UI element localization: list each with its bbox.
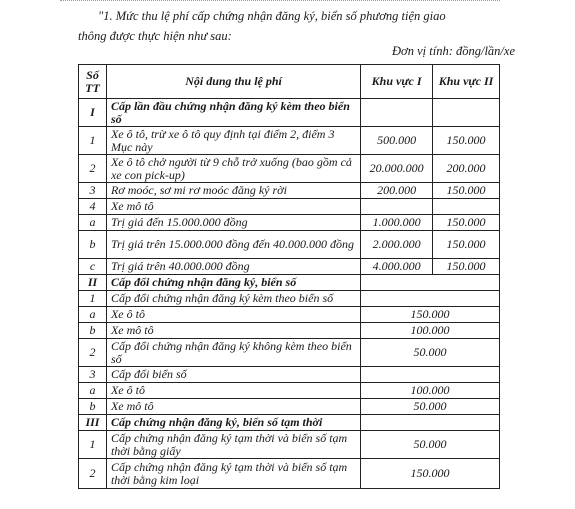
table-row bbox=[79, 367, 500, 383]
table-row bbox=[79, 183, 500, 199]
table-row bbox=[79, 339, 500, 367]
cell-fee bbox=[361, 367, 500, 383]
cell-content: Cấp đổi biển số bbox=[106, 367, 360, 383]
cell-k1: 1.000.000 bbox=[361, 215, 433, 231]
table-row bbox=[79, 155, 500, 183]
cell-fee bbox=[361, 291, 500, 307]
cell-stt: c bbox=[79, 259, 107, 275]
cell-stt: 1 bbox=[79, 127, 107, 155]
cell-fee bbox=[361, 275, 500, 291]
cell-fee: 50.000 bbox=[361, 399, 500, 415]
cell-stt: 3 bbox=[79, 367, 107, 383]
cell-stt: 4 bbox=[79, 199, 107, 215]
table-row bbox=[79, 127, 500, 155]
table-row bbox=[79, 307, 500, 323]
cell-k2: 150.000 bbox=[433, 183, 500, 199]
cell-content: Xe mô tô bbox=[106, 199, 360, 215]
cell-stt: a bbox=[79, 307, 107, 323]
intro-line-2: thông được thực hiện như sau: bbox=[78, 29, 232, 43]
cell-k2: 150.000 bbox=[433, 215, 500, 231]
header-stt: Số TT bbox=[79, 65, 107, 99]
table-header-row bbox=[79, 65, 500, 99]
cell-content: Trị giá trên 15.000.000 đồng đến 40.000.000 đồng bbox=[106, 231, 360, 259]
cell-content: Cấp đổi chứng nhận đăng ký không kèm theo biển số bbox=[106, 339, 360, 367]
table-body bbox=[79, 99, 500, 489]
header-content: Nội dung thu lệ phí bbox=[106, 65, 360, 99]
fee-table bbox=[78, 64, 500, 489]
table-row bbox=[79, 275, 500, 291]
cell-stt: b bbox=[79, 231, 107, 259]
table-row bbox=[79, 399, 500, 415]
table-row bbox=[79, 415, 500, 431]
cell-stt: 2 bbox=[79, 155, 107, 183]
cell-fee: 150.000 bbox=[361, 307, 500, 323]
table-row bbox=[79, 199, 500, 215]
table-row bbox=[79, 459, 500, 489]
cell-content: Cấp chứng nhận đăng ký tạm thời và biển số tạm thời bằng giấy bbox=[106, 431, 360, 459]
cell-stt: 2 bbox=[79, 459, 107, 489]
cell-k2: 150.000 bbox=[433, 231, 500, 259]
cell-k1 bbox=[361, 99, 433, 127]
cell-content: Cấp chứng nhận đăng ký tạm thời và biển số tạm thời bằng kim loại bbox=[106, 459, 360, 489]
table-row bbox=[79, 431, 500, 459]
cell-fee: 100.000 bbox=[361, 323, 500, 339]
table-row bbox=[79, 99, 500, 127]
cell-stt: 1 bbox=[79, 291, 107, 307]
table-row bbox=[79, 231, 500, 259]
intro-paragraph bbox=[78, 6, 516, 46]
table-row bbox=[79, 259, 500, 275]
cell-stt: 3 bbox=[79, 183, 107, 199]
cell-content: Rơ moóc, sơ mi rơ moóc đăng ký rời bbox=[106, 183, 360, 199]
cell-fee: 50.000 bbox=[361, 431, 500, 459]
cell-k2: 150.000 bbox=[433, 259, 500, 275]
cell-k1: 4.000.000 bbox=[361, 259, 433, 275]
cell-fee: 100.000 bbox=[361, 383, 500, 399]
cell-stt: b bbox=[79, 399, 107, 415]
table-row bbox=[79, 323, 500, 339]
cell-stt: III bbox=[79, 415, 107, 431]
cell-fee: 50.000 bbox=[361, 339, 500, 367]
cell-k1 bbox=[361, 199, 433, 215]
cell-content: Xe ô tô, trừ xe ô tô quy định tại điểm 2, điểm 3 Mục này bbox=[106, 127, 360, 155]
cell-stt: II bbox=[79, 275, 107, 291]
header-k1: Khu vực I bbox=[361, 65, 433, 99]
cell-stt: 1 bbox=[79, 431, 107, 459]
cell-fee: 150.000 bbox=[361, 459, 500, 489]
unit-note: Đơn vị tính: đồng/lần/xe bbox=[392, 44, 515, 58]
cell-stt: 2 bbox=[79, 339, 107, 367]
cell-stt: I bbox=[79, 99, 107, 127]
cell-stt: a bbox=[79, 383, 107, 399]
top-rule bbox=[60, 0, 500, 4]
cell-k2 bbox=[433, 99, 500, 127]
intro-line-1: "1. Mức thu lệ phí cấp chứng nhận đăng ký, biển số phương tiện giao bbox=[98, 9, 446, 23]
cell-content: Xe ô tô bbox=[106, 383, 360, 399]
cell-stt: b bbox=[79, 323, 107, 339]
cell-content: Trị giá đến 15.000.000 đồng bbox=[106, 215, 360, 231]
cell-fee bbox=[361, 415, 500, 431]
cell-content: Xe mô tô bbox=[106, 323, 360, 339]
cell-content: Xe ô tô chở người từ 9 chỗ trở xuống (bao gồm cả xe con pick-up) bbox=[106, 155, 360, 183]
cell-stt: a bbox=[79, 215, 107, 231]
cell-content: Trị giá trên 40.000.000 đồng bbox=[106, 259, 360, 275]
cell-content: Cấp đổi chứng nhận đăng ký, biển số bbox=[106, 275, 360, 291]
cell-k1: 20.000.000 bbox=[361, 155, 433, 183]
cell-content: Xe mô tô bbox=[106, 399, 360, 415]
cell-content: Xe ô tô bbox=[106, 307, 360, 323]
cell-k2: 150.000 bbox=[433, 127, 500, 155]
header-k2: Khu vực II bbox=[433, 65, 500, 99]
cell-k1: 2.000.000 bbox=[361, 231, 433, 259]
cell-content: Cấp lần đầu chứng nhận đăng ký kèm theo biển số bbox=[106, 99, 360, 127]
cell-k2 bbox=[433, 199, 500, 215]
cell-k1: 200.000 bbox=[361, 183, 433, 199]
table-row bbox=[79, 291, 500, 307]
cell-k1: 500.000 bbox=[361, 127, 433, 155]
cell-content: Cấp chứng nhận đăng ký, biển số tạm thời bbox=[106, 415, 360, 431]
cell-content: Cấp đổi chứng nhận đăng ký kèm theo biển số bbox=[106, 291, 360, 307]
cell-k2: 200.000 bbox=[433, 155, 500, 183]
table-row bbox=[79, 383, 500, 399]
table-row bbox=[79, 215, 500, 231]
